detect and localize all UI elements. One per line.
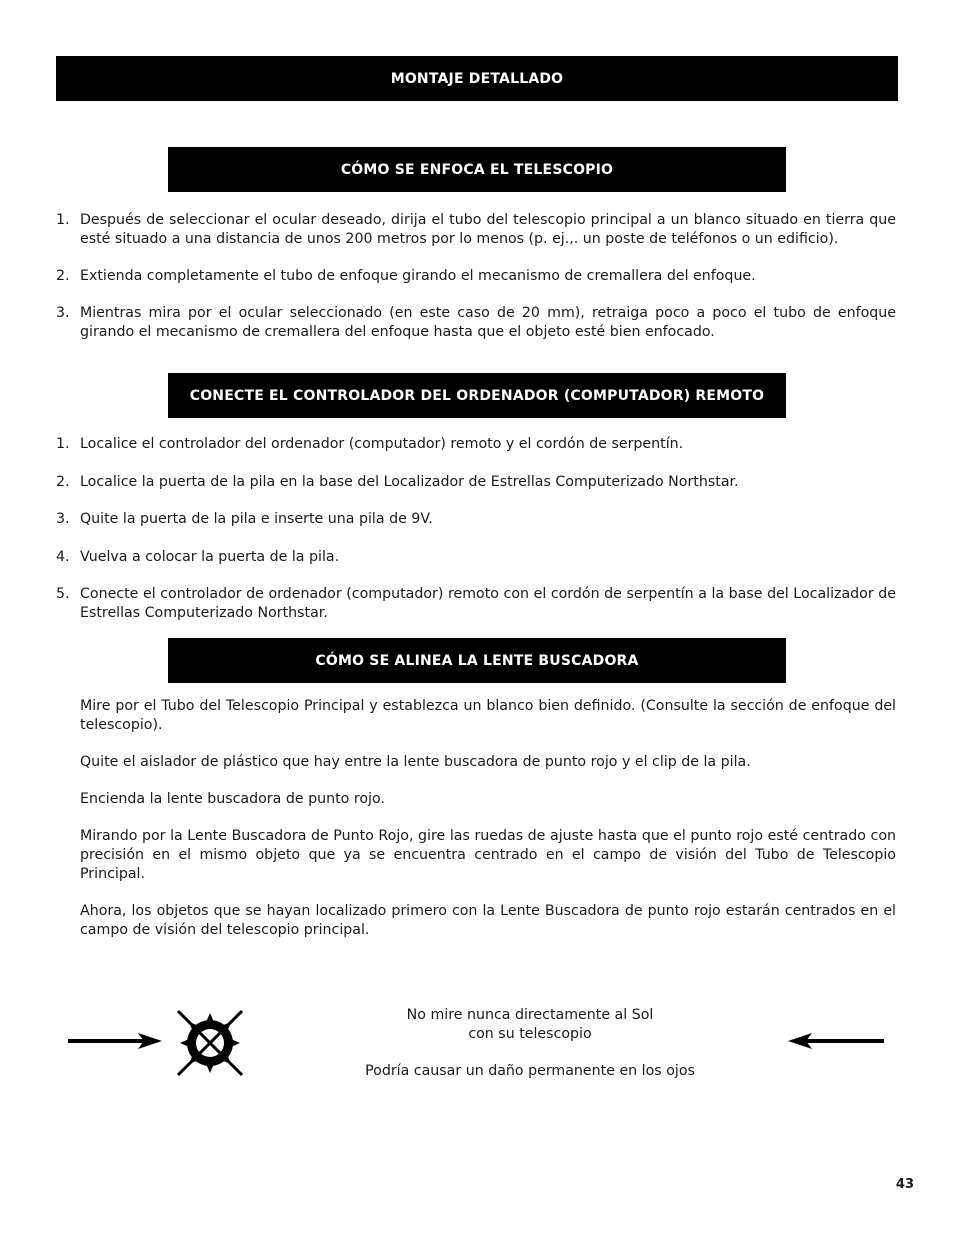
warning-line-1: No mire nunca directamente al Sol: [406, 1007, 654, 1023]
page-header: [56, 56, 898, 101]
section-title: CÓMO SE ALINEA LA LENTE BUSCADORA: [315, 652, 639, 669]
list-item: [56, 267, 896, 286]
step-text: Localice el controlador del ordenador (computador) remoto y el cordón de serpentín.: [80, 436, 684, 452]
step-number: 3.: [56, 305, 70, 321]
paragraph: Encienda la lente buscadora de punto rojo.: [80, 791, 385, 807]
page-header-title: MONTAJE DETALLADO: [390, 70, 564, 87]
section-heading-finder: [168, 638, 786, 683]
paragraph: Mirando por la Lente Buscadora de Punto Rojo, gire las ruedas de ajuste hasta que el punto rojo esté centrado con precisión en el mismo objeto que ya se encuentra centrado en el campo de visión del Tubo de Telescopio Principal.: [80, 828, 896, 882]
warning-text: [340, 1006, 720, 1044]
list-item: [56, 510, 896, 529]
remote-steps-list: [56, 435, 896, 623]
warning-line-3: Podría causar un daño permanente en los ojos: [365, 1063, 695, 1079]
sun-warning: [340, 1006, 720, 1081]
paragraph: Ahora, los objetos que se hayan localizado primero con la Lente Buscadora de punto rojo estarán centrados en el campo de visión del telescopio principal.: [80, 903, 896, 938]
list-item: [56, 211, 896, 249]
step-text: Conecte el controlador de ordenador (computador) remoto con el cordón de serpentín a la base del Localizador de Estrellas Computerizado Northstar.: [80, 586, 896, 621]
step-number: 4.: [56, 548, 70, 565]
paragraph: Mire por el Tubo del Telescopio Principal y establezca un blanco bien definido. (Consulte la sección de enfoque del telescopio).: [80, 698, 896, 733]
list-item: [56, 435, 896, 454]
warning-line-2: con su telescopio: [468, 1026, 592, 1042]
section-title: CONECTE EL CONTROLADOR DEL ORDENADOR (COMPUTADOR) REMOTO: [189, 387, 765, 404]
step-number: 5.: [56, 586, 70, 602]
step-number: 3.: [56, 511, 70, 527]
step-text: Quite la puerta de la pila e inserte una pila de 9V.: [80, 511, 433, 527]
step-text: Extienda completamente el tubo de enfoque girando el mecanismo de cremallera del enfoque.: [80, 268, 756, 284]
section-heading-remote: [168, 373, 786, 418]
step-text: Después de seleccionar el ocular deseado, dirija el tubo del telescopio principal a un blanco situado en tierra que esté situado a una distancia de unos 200 metros por lo menos (p. ej.,. un poste de teléfonos o un edificio).: [80, 212, 896, 247]
section-title: CÓMO SE ENFOCA EL TELESCOPIO: [340, 161, 614, 178]
arrow-right-icon: [66, 1030, 166, 1052]
step-text: Mientras mira por el ocular seleccionado (en este caso de 20 mm), retraiga poco a poco el tubo de enfoque girando el mecanismo de cremallera del enfoque hasta que el objeto esté bien enfocado.: [80, 305, 896, 340]
step-number: 1.: [56, 212, 70, 228]
step-text: Localice la puerta de la pila en la base del Localizador de Estrellas Computerizado Northstar.: [80, 473, 739, 490]
step-number: 1.: [56, 436, 70, 452]
step-number: 2.: [56, 473, 70, 490]
arrow-left-icon: [784, 1030, 888, 1052]
list-item: [56, 304, 896, 342]
list-item: [56, 548, 896, 567]
finder-instructions: [80, 697, 896, 940]
paragraph: Quite el aislador de plástico que hay entre la lente buscadora de punto rojo y el clip de la pila.: [80, 754, 751, 770]
no-sun-icon: [170, 1003, 258, 1095]
section-heading-focus: [168, 147, 786, 192]
list-item: [56, 585, 896, 623]
list-item: [56, 473, 896, 492]
step-text: Vuelva a colocar la puerta de la pila.: [80, 548, 340, 565]
step-number: 2.: [56, 268, 70, 284]
page-number: 43: [895, 1177, 914, 1192]
focus-steps-list: [56, 211, 896, 342]
